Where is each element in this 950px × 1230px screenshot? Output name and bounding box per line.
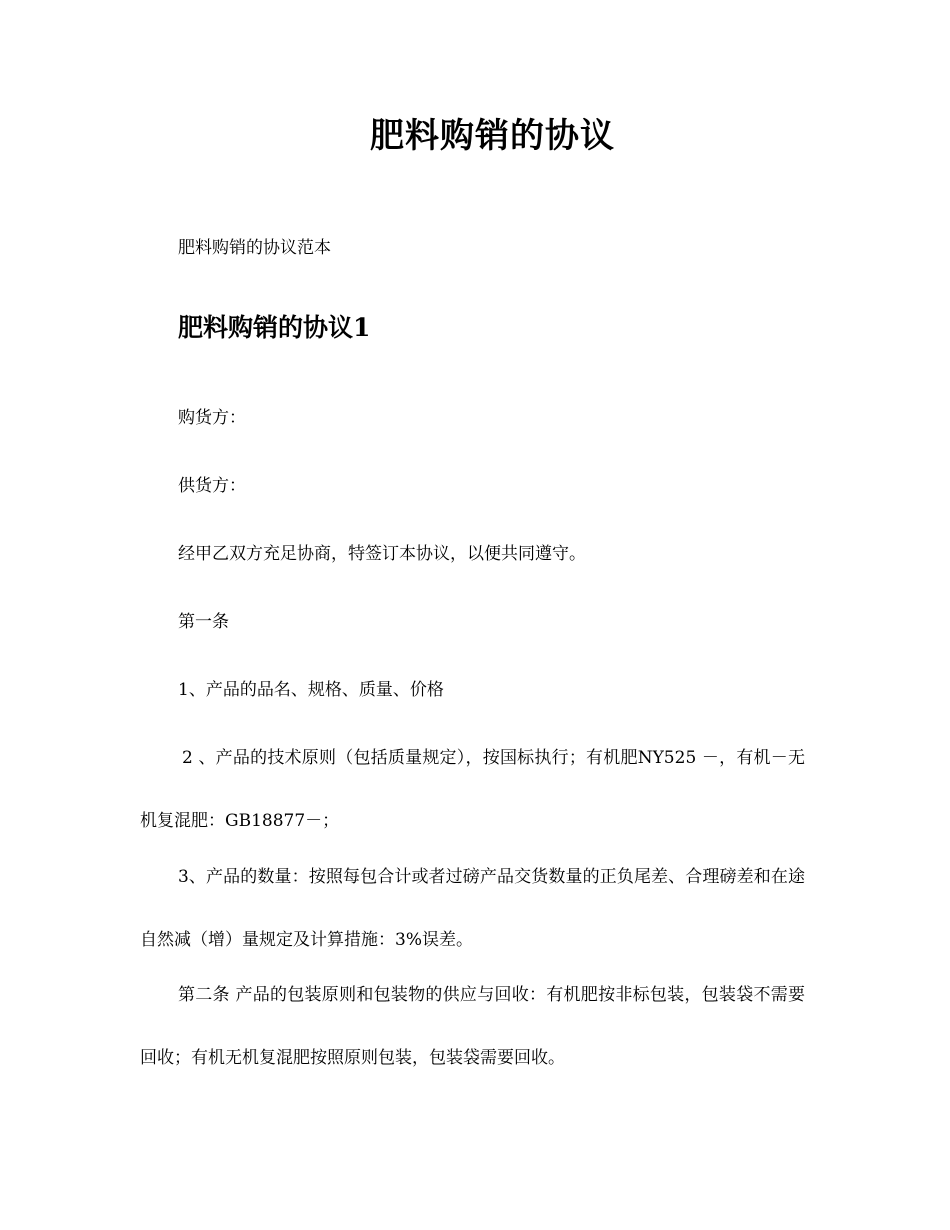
document-title: 肥料购销的协议	[370, 116, 615, 156]
buyer-line: 购货方：	[178, 408, 246, 428]
article-2-paragraph: 第二条 产品的包装原则和包装物的供应与回收：有机肥按非标包装，包装袋不需要回收；有机无机复混肥按照原则包装，包装袋需要回收。	[140, 985, 805, 1068]
document-subtitle: 肥料购销的协议范本	[178, 238, 331, 258]
item-2-paragraph: 2 、产品的技术原则（包括质量规定），按国标执行；有机肥NY525 －，有机－无机复混肥：GB18877－；	[140, 748, 805, 831]
preamble-paragraph: 经甲乙双方充足协商，特签订本协议，以便共同遵守。	[178, 544, 586, 564]
item-1-paragraph: 1、产品的品名、规格、质量、价格	[178, 680, 444, 700]
supplier-line: 供货方：	[178, 476, 246, 496]
section-heading: 肥料购销的协议1	[178, 313, 371, 342]
article-1-heading: 第一条	[178, 612, 229, 632]
item-3-paragraph: 3、产品的数量：按照每包合计或者过磅产品交货数量的正负尾差、合理磅差和在途自然减（增）量规定及计算措施：3%误差。	[140, 867, 805, 950]
